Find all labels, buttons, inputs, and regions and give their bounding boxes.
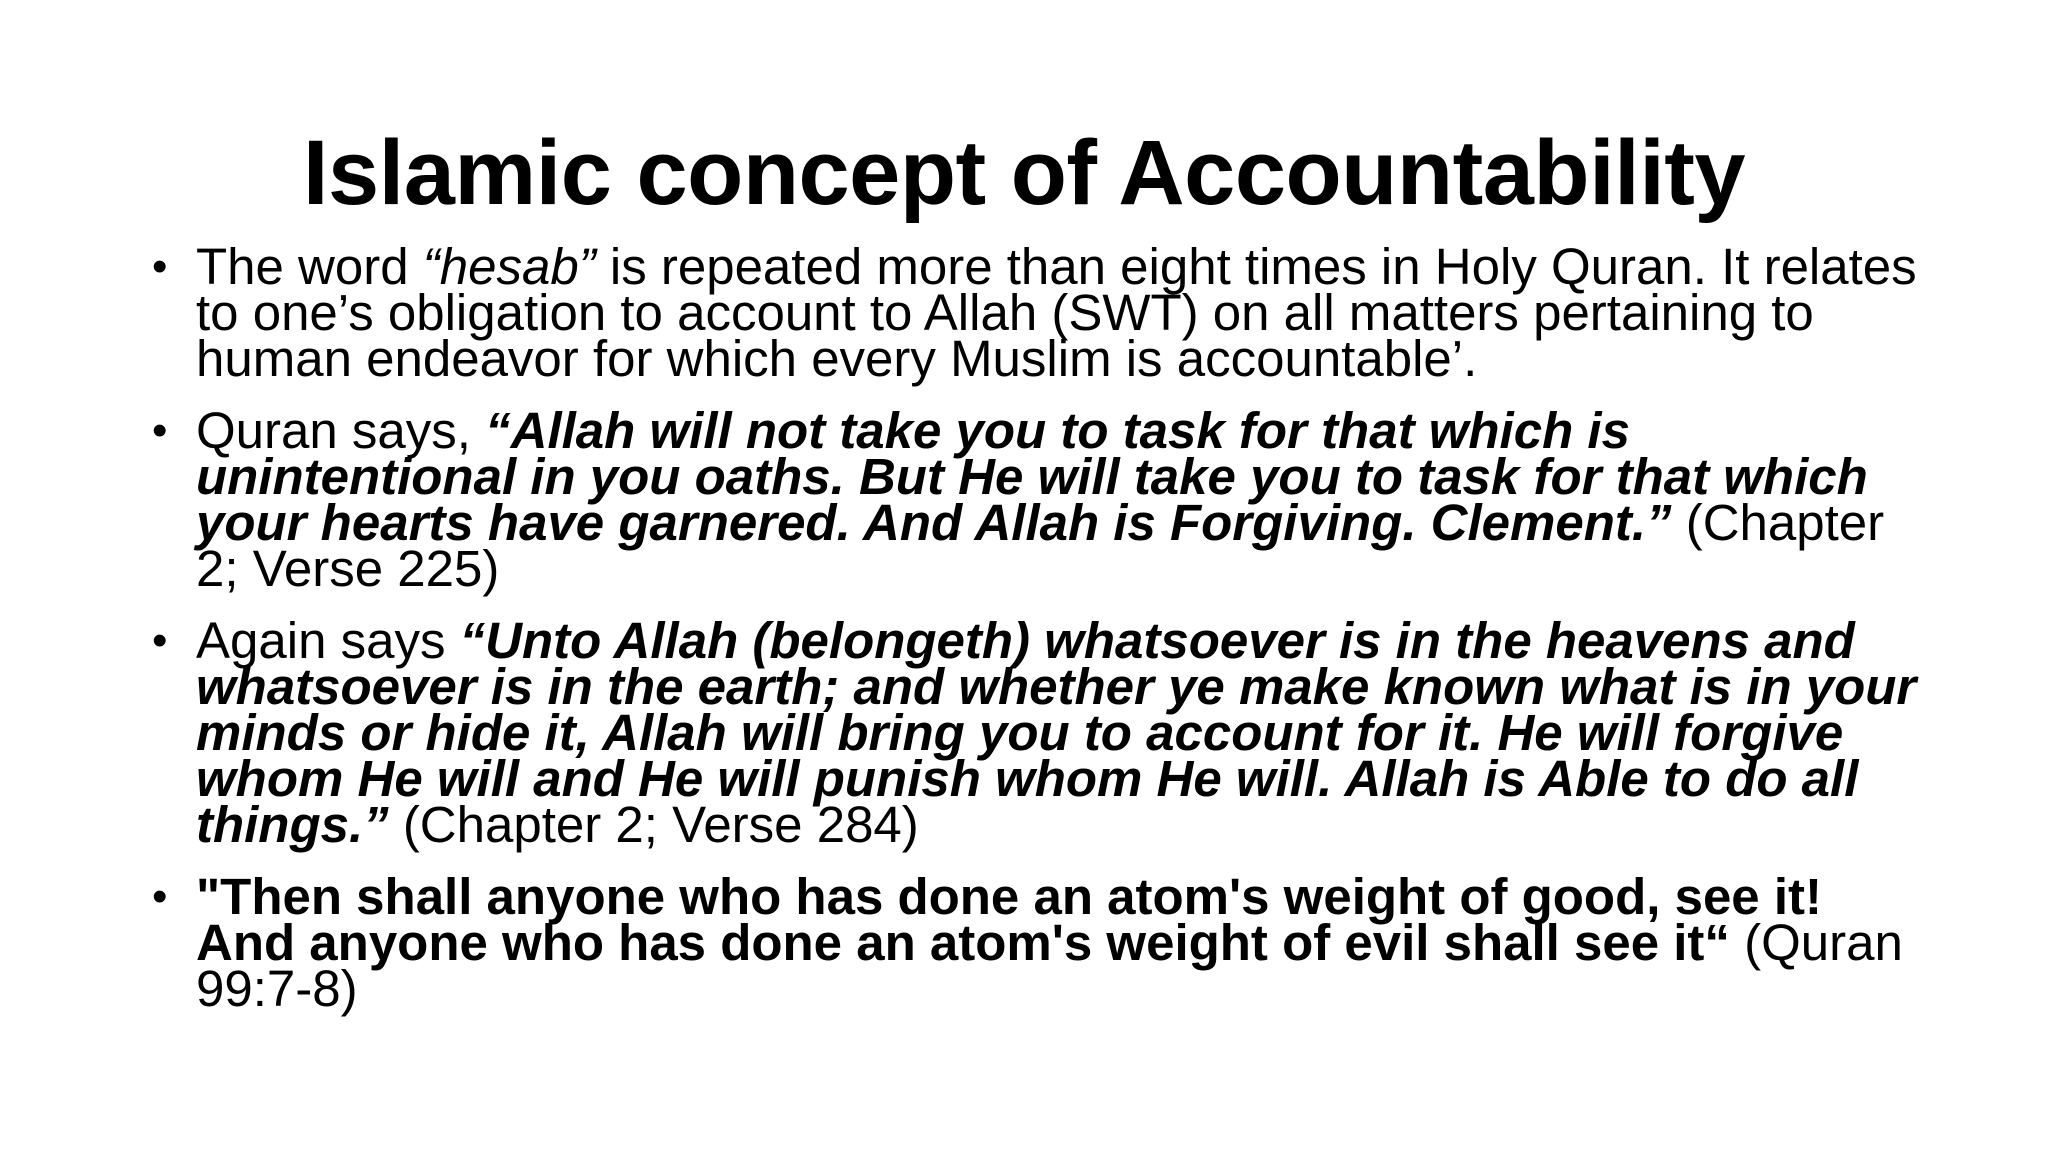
bullet-lead: Again says [196, 612, 460, 669]
bullet-citation: (Chapter 2; Verse 225) [196, 494, 1885, 597]
bullet-quote: “Unto Allah (belongeth) whatsoever is in the heavens and whatsoever is in the earth; and whether ye make known what is in your minds or hide it, Allah will bring you to account for it. He will forgive whom He will and He will punish whom He will. Allah is Able to do all things.” [196, 612, 1917, 853]
bullet-dot-icon: • [152, 242, 168, 291]
bullet-item-verse-225 [152, 402, 1932, 597]
bullet-lead: The word [196, 238, 423, 295]
bullet-dot-icon: • [152, 616, 168, 665]
bullet-citation: (Chapter 2; Verse 284) [388, 796, 919, 853]
bullet-lead: Quran says, [196, 402, 486, 459]
bullet-item-verse-284 [152, 612, 1932, 853]
bullet-citation: (Quran 99:7-8) [196, 914, 1903, 1017]
bullet-item-hesab [152, 238, 1932, 387]
bullet-quote: "Then shall anyone who has done an atom's weight of good, see it! And anyone who has done an atom's weight of evil shall see it“ [196, 868, 1822, 971]
bullet-dot-icon: • [152, 406, 168, 455]
bullet-tail: is repeated more than eight times in Holy Quran. It relates to one’s obligation to account to Allah (SWT) on all matters pertaining to human endeavor for which every Muslim is accountable’. [196, 238, 1917, 387]
bullet-list [152, 238, 1932, 1038]
slide-title: Islamic concept of Accountability [302, 122, 1746, 224]
bullet-emphasis: “hesab” [422, 238, 596, 295]
bullet-item-quran-99 [152, 868, 1932, 1017]
bullet-dot-icon: • [152, 872, 168, 921]
bullet-quote: “Allah will not take you to task for that which is unintentional in you oaths. But He will take you to task for that which your hearts have garnered. And Allah is Forgiving. Clement.” [196, 402, 1868, 551]
